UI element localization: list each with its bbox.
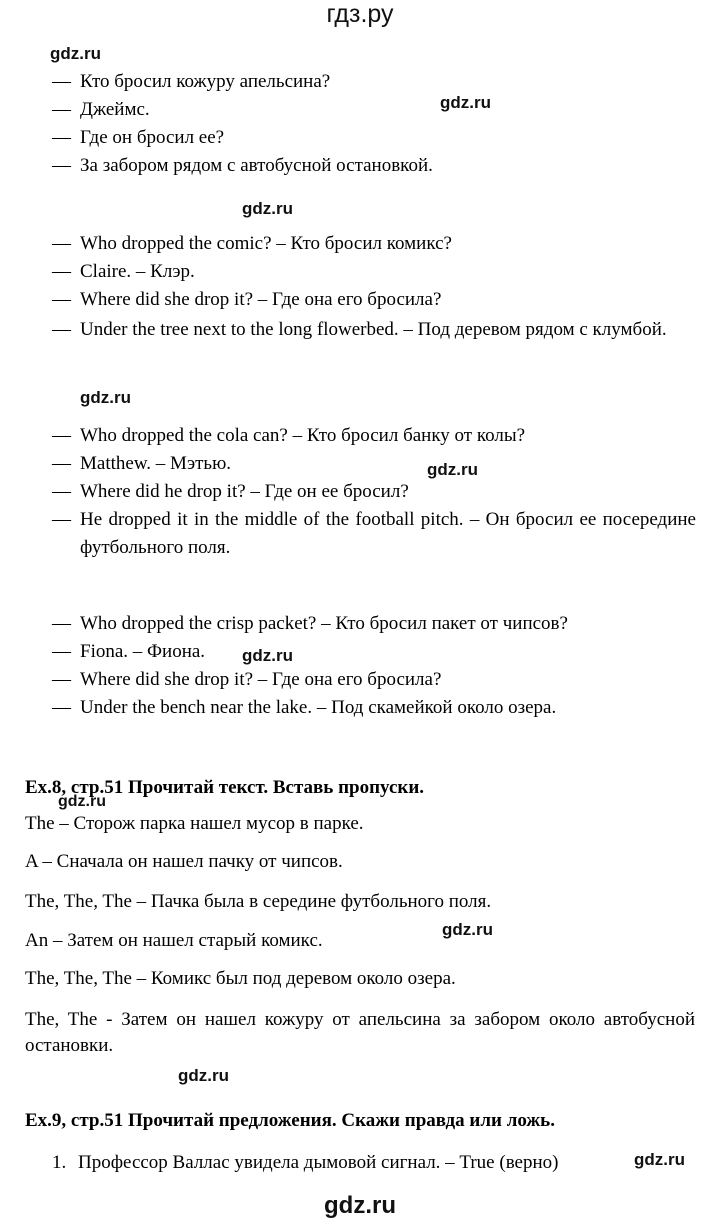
dash: —	[52, 261, 71, 282]
dialog-text: Claire. – Клэр.	[80, 261, 195, 282]
dialog-text: Matthew. – Мэтью.	[80, 453, 232, 474]
dialog-line	[52, 258, 696, 286]
dialog-text: Under the tree next to the long flowerbed. – Под деревом рядом с клумбой.	[80, 319, 667, 340]
dialog-line	[52, 694, 696, 722]
watermark: gdz.ru	[427, 460, 478, 479]
dialog-text: Джеймс.	[80, 99, 150, 120]
dialog-line	[52, 506, 696, 562]
dialog-line	[52, 152, 696, 180]
dialog-line	[52, 450, 696, 478]
dash: —	[52, 289, 71, 310]
dialog-line	[52, 124, 696, 152]
dash: —	[52, 641, 71, 662]
answer-line: The, The, The – Пачка была в середине футбольного поля.	[25, 891, 492, 912]
dialog-line	[52, 96, 696, 124]
answer-line: An – Затем он нашел старый комикс.	[25, 930, 323, 951]
dash: —	[52, 319, 71, 340]
list-item	[52, 1150, 558, 1176]
watermark: gdz.ru	[50, 44, 101, 63]
dialog-text: Where did she drop it? – Где она его бросила?	[80, 289, 442, 310]
item-text: Профессор Валлас увидела дымовой сигнал. – True (верно)	[78, 1152, 559, 1173]
watermark: gdz.ru	[178, 1066, 229, 1085]
dash: —	[52, 697, 71, 718]
dialog-text: Кто бросил кожуру апельсина?	[80, 71, 331, 92]
dash: —	[52, 669, 71, 690]
dialog-line	[52, 638, 696, 666]
answer-line: The, The, The – Комикс был под деревом около озера.	[25, 968, 456, 989]
dialog-text: Under the bench near the lake. – Под скамейкой около озера.	[80, 697, 557, 718]
exercise-9-heading: Ex.9, стр.51 Прочитай предложения. Скажи правда или ложь.	[25, 1110, 555, 1131]
watermark: gdz.ru	[242, 646, 293, 665]
watermark: gdz.ru	[440, 93, 491, 112]
site-footer: gdz.ru	[324, 1192, 396, 1219]
dialog-text: Fiona. – Фиона.	[80, 641, 206, 662]
watermark: gdz.ru	[80, 388, 131, 407]
dialog-line	[52, 666, 696, 694]
dialog-text: Who dropped the cola can? – Кто бросил банку от колы?	[80, 425, 526, 446]
dash: —	[52, 71, 71, 92]
answer-line: The, The - Затем он нашел кожуру от апельсина за забором около автобусной остановки.	[25, 1009, 695, 1056]
dash: —	[52, 127, 71, 148]
dash: —	[52, 613, 71, 634]
dialog-text: Who dropped the comic? – Кто бросил комикс?	[80, 233, 452, 254]
dialog-line	[52, 610, 696, 638]
dash: —	[52, 155, 71, 176]
dash: —	[52, 425, 71, 446]
dialog-text: За забором рядом с автобусной остановкой.	[80, 155, 433, 176]
dash: —	[52, 481, 71, 502]
dialog-line	[52, 422, 696, 450]
dialog-line	[52, 230, 696, 258]
watermark: gdz.ru	[242, 199, 293, 218]
watermark: gdz.ru	[634, 1150, 685, 1169]
dialog-text: Где он бросил ее?	[80, 127, 225, 148]
dialog-line	[52, 316, 696, 344]
dialog-text: He dropped it in the middle of the football pitch. – Он бросил ее посередине футбольного поля.	[80, 509, 696, 558]
answer-line: The – Сторож парка нашел мусор в парке.	[25, 813, 364, 834]
dash: —	[52, 509, 71, 530]
dash: —	[52, 233, 71, 254]
dialog-text: Where did she drop it? – Где она его бросила?	[80, 669, 442, 690]
watermark: gdz.ru	[442, 920, 493, 939]
site-header: гдз.ру	[326, 0, 394, 28]
watermark: gdz.ru	[58, 793, 106, 810]
exercise-8-heading: Ex.8, стр.51 Прочитай текст. Вставь пропуски.	[25, 777, 425, 798]
dash: —	[52, 99, 71, 120]
answer-line: A – Сначала он нашел пачку от чипсов.	[25, 851, 343, 872]
item-number: 1.	[52, 1152, 67, 1173]
dialog-line	[52, 68, 696, 96]
dialog-line	[52, 478, 696, 506]
dash: —	[52, 453, 71, 474]
dialog-line	[52, 286, 696, 314]
dialog-text: Where did he drop it? – Где он ее бросил?	[80, 481, 409, 502]
dialog-text: Who dropped the crisp packet? – Кто бросил пакет от чипсов?	[80, 613, 568, 634]
